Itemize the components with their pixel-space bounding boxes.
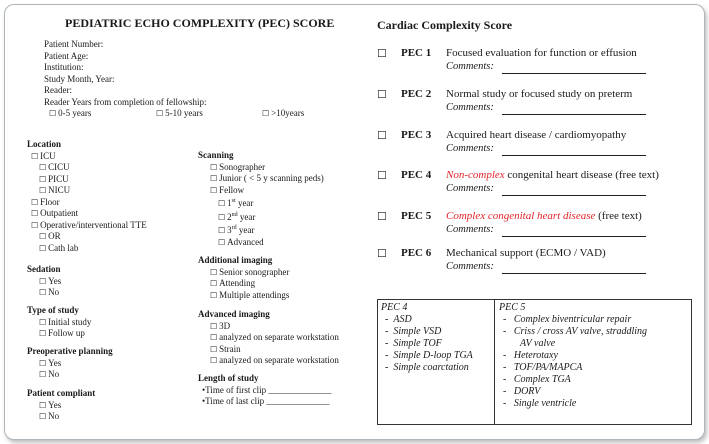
type-of-study-heading: Type of study — [27, 305, 79, 315]
pec5-checkbox[interactable]: ☐ — [377, 211, 387, 223]
pec1-checkbox[interactable]: ☐ — [377, 48, 387, 60]
pec1-desc: Focused evaluation for function or effusion — [446, 47, 637, 59]
pec4-examples — [381, 302, 473, 374]
checkbox-icon[interactable]: ☐ — [39, 243, 47, 253]
checkbox-icon[interactable]: ☐ — [39, 358, 47, 368]
list-item: - Complex TGA — [503, 374, 571, 385]
checkbox-icon[interactable]: ☐ — [39, 163, 47, 172]
checkbox-icon[interactable]: ☐ — [31, 197, 39, 207]
checkbox-icon[interactable]: ☐ — [210, 279, 218, 288]
pec3-desc: Acquired heart disease / cardiomyopathy — [446, 129, 627, 141]
field-reader-years: Reader Years from completion of fellowship: — [44, 96, 207, 107]
pec5-label: PEC 5 — [401, 210, 432, 222]
type-initial-study[interactable]: ☐ Initial study — [39, 316, 92, 327]
addl-multiple-attendings[interactable]: ☐ Multiple attendings — [210, 289, 290, 300]
type-follow-up[interactable]: ☐ Follow up — [39, 328, 85, 338]
scanning-heading: Scanning — [198, 150, 234, 160]
pec3-label: PEC 3 — [401, 129, 432, 141]
pec5-comments-label: Comments: — [446, 224, 494, 235]
pec5-examples — [499, 302, 647, 410]
pec5-desc: Complex congenital heart disease (free text) — [446, 210, 642, 222]
pec4-desc-highlight: Non-complex — [446, 169, 505, 181]
location-operative[interactable]: ☐ Operative/interventional TTE — [31, 219, 147, 230]
location-picu[interactable]: ☐ PICU — [39, 173, 69, 184]
list-item: - Simple coarctation — [385, 362, 469, 373]
type-of-study-section — [27, 305, 91, 340]
adv-strain[interactable]: ☐ Strain — [210, 343, 241, 354]
checkbox-icon[interactable]: ☐ — [218, 226, 226, 235]
pec1-label: PEC 1 — [401, 47, 432, 59]
compliant-yes[interactable]: ☐ Yes — [39, 399, 62, 410]
location-or[interactable]: ☐ OR — [39, 231, 61, 241]
years-option-2[interactable]: ☐ 5-10 years — [156, 108, 203, 118]
checkbox-icon[interactable]: ☐ — [39, 186, 47, 195]
addl-senior-sonographer[interactable]: ☐ Senior sonographer — [210, 266, 290, 277]
table-divider — [494, 300, 495, 424]
pec5-examples-title: PEC 5 — [499, 302, 526, 313]
scanning-section — [198, 150, 324, 248]
list-item: - Simple VSD — [385, 326, 442, 337]
pec2-desc: Normal study or focused study on preterm — [446, 88, 633, 100]
preop-section — [27, 346, 113, 381]
checkbox-icon[interactable]: ☐ — [39, 232, 47, 241]
preop-yes[interactable]: ☐ Yes — [39, 357, 62, 368]
pec5-desc-highlight: Complex congenital heart disease — [446, 210, 596, 222]
bullet-icon: • — [202, 396, 206, 406]
additional-imaging-section — [198, 255, 289, 301]
pec5-comments-input[interactable] — [502, 236, 646, 237]
preop-heading: Preoperative planning — [27, 346, 113, 356]
scanning-junior[interactable]: ☐ Junior ( < 5 y scanning peds) — [210, 173, 324, 183]
pec1-comments-label: Comments: — [446, 61, 494, 72]
preop-no[interactable]: ☐ No — [39, 369, 60, 379]
list-item: - TOF/PA/MAPCA — [503, 362, 583, 373]
checkbox-icon[interactable]: ☐ — [210, 344, 218, 354]
cardiac-score-title: Cardiac Complexity Score — [377, 18, 513, 32]
checkbox-icon[interactable]: ☐ — [218, 212, 226, 222]
patient-fields — [44, 39, 206, 108]
pec4-comments-label: Comments: — [446, 183, 494, 194]
checkbox-icon[interactable]: ☐ — [210, 290, 218, 300]
location-heading: Location — [27, 139, 62, 149]
advanced-imaging-section — [198, 309, 339, 367]
pec3-comments-input[interactable] — [502, 155, 646, 156]
pec3-checkbox[interactable]: ☐ — [377, 130, 387, 142]
form-title: PEDIATRIC ECHO COMPLEXITY (PEC) SCORE — [65, 16, 335, 30]
field-study-month[interactable]: Study Month, Year: — [44, 73, 115, 84]
checkbox-icon[interactable]: ☐ — [39, 412, 47, 421]
advanced-imaging-heading: Advanced imaging — [198, 309, 270, 319]
checkbox-icon[interactable]: ☐ — [31, 220, 39, 230]
pec6-checkbox[interactable]: ☐ — [377, 248, 387, 260]
sedation-section — [27, 264, 61, 299]
checkbox-icon[interactable]: ☐ — [262, 109, 270, 118]
pec3-comments-label: Comments: — [446, 143, 494, 154]
field-reader[interactable]: Reader: — [44, 85, 72, 95]
pec4-comments-input[interactable] — [502, 195, 646, 196]
list-item: - Simple TOF — [385, 338, 442, 349]
location-nicu[interactable]: ☐ NICU — [39, 185, 71, 195]
checkbox-icon[interactable]: ☐ — [156, 109, 164, 118]
checkbox-icon[interactable]: ☐ — [39, 400, 47, 410]
checkbox-icon[interactable]: ☐ — [39, 370, 47, 379]
checkbox-icon[interactable]: ☐ — [210, 356, 218, 365]
scanning-sonographer[interactable]: ☐ Sonographer — [210, 161, 266, 172]
adv-3d[interactable]: ☐ 3D — [210, 320, 231, 331]
list-item: - Criss / cross AV valve, straddling — [503, 326, 648, 337]
checkbox-icon[interactable]: ☐ — [31, 209, 39, 218]
checkbox-icon[interactable]: ☐ — [210, 333, 218, 342]
list-item: - ASD — [385, 314, 412, 325]
time-first-clip[interactable]: •Time of first clip ______________ — [202, 384, 332, 395]
checkbox-icon[interactable]: ☐ — [49, 109, 57, 118]
list-item: - Single ventricle — [503, 398, 577, 409]
location-cicu[interactable]: ☐ CICU — [39, 162, 70, 172]
length-section — [198, 373, 331, 408]
pec6-comments-input[interactable] — [502, 273, 646, 274]
pec4-checkbox[interactable]: ☐ — [377, 170, 387, 182]
field-patient-number[interactable]: Patient Number: — [44, 39, 104, 49]
addl-attending[interactable]: ☐ Attending — [210, 278, 256, 288]
checkbox-icon[interactable]: ☐ — [218, 237, 226, 247]
scanning-fellow[interactable]: ☐ Fellow — [210, 184, 245, 195]
length-heading: Length of study — [198, 373, 259, 383]
time-last-clip[interactable]: •Time of last clip ______________ — [202, 396, 330, 406]
sedation-heading: Sedation — [27, 264, 61, 274]
location-outpatient[interactable]: ☐ Outpatient — [31, 208, 79, 218]
checkbox-icon[interactable]: ☐ — [39, 317, 47, 327]
pec4-examples-title: PEC 4 — [381, 302, 408, 313]
compliant-no[interactable]: ☐ No — [39, 411, 60, 421]
pec2-checkbox[interactable]: ☐ — [377, 89, 387, 101]
field-institution[interactable]: Institution: — [44, 62, 84, 72]
checkbox-icon[interactable]: ☐ — [210, 321, 218, 331]
checkbox-icon[interactable]: ☐ — [39, 329, 47, 338]
pec-examples-table — [377, 299, 692, 425]
fellow-year-3[interactable]: ☐ 3rd year — [218, 225, 255, 235]
pec2-label: PEC 2 — [401, 88, 432, 100]
compliant-heading: Patient compliant — [27, 388, 96, 398]
pec6-comments-label: Comments: — [446, 261, 494, 272]
checkbox-icon[interactable]: ☐ — [210, 267, 218, 277]
checkbox-icon[interactable]: ☐ — [210, 174, 218, 183]
checkbox-icon[interactable]: ☐ — [210, 185, 218, 195]
location-icu[interactable]: ☐ ICU — [31, 150, 56, 161]
compliant-section — [27, 388, 95, 423]
list-item: - Heterotaxy — [503, 350, 558, 361]
pec6-label: PEC 6 — [401, 247, 432, 259]
location-cath-lab[interactable]: ☐ Cath lab — [39, 242, 79, 253]
fellow-year-1[interactable]: ☐ 1st year — [218, 198, 254, 208]
pec4-desc: Non-complex congenital heart disease (free text) — [446, 169, 659, 181]
fellow-advanced[interactable]: ☐ Advanced — [218, 236, 264, 247]
bullet-icon: • — [202, 384, 206, 395]
pec4-label: PEC 4 — [401, 169, 432, 181]
checkbox-icon[interactable]: ☐ — [39, 276, 47, 286]
adv-strain-workstation[interactable]: ☐ analyzed on separate workstation — [210, 355, 339, 365]
list-item: - Complex biventricular repair — [503, 314, 632, 325]
checkbox-icon[interactable]: ☐ — [210, 162, 218, 172]
pec1-comments-input[interactable] — [502, 73, 646, 74]
checkbox-icon[interactable]: ☐ — [39, 288, 47, 297]
location-section — [27, 139, 147, 254]
checkbox-icon[interactable]: ☐ — [39, 174, 47, 184]
location-floor[interactable]: ☐ Floor — [31, 196, 60, 207]
checkbox-icon[interactable]: ☐ — [218, 199, 226, 208]
adv-3d-workstation[interactable]: ☐ analyzed on separate workstation — [210, 332, 339, 342]
sedation-yes[interactable]: ☐ Yes — [39, 275, 62, 286]
field-patient-age[interactable]: Patient Age: — [44, 50, 89, 61]
list-item: - DORV — [503, 386, 541, 397]
years-option-3[interactable]: ☐ >10years — [262, 108, 305, 118]
pec6-desc: Mechanical support (ECMO / VAD) — [446, 247, 606, 259]
list-item: AV valve — [520, 338, 556, 349]
form-card — [4, 4, 705, 440]
checkbox-icon[interactable]: ☐ — [31, 151, 39, 161]
additional-imaging-heading: Additional imaging — [198, 255, 273, 265]
fellow-year-2[interactable]: ☐ 2nd year — [218, 211, 256, 222]
list-item: - Simple D-loop TGA — [385, 350, 473, 361]
sedation-no[interactable]: ☐ No — [39, 287, 60, 297]
pec2-comments-label: Comments: — [446, 102, 494, 113]
pec2-comments-input[interactable] — [502, 114, 646, 115]
years-option-1[interactable]: ☐ 0-5 years — [49, 108, 92, 118]
